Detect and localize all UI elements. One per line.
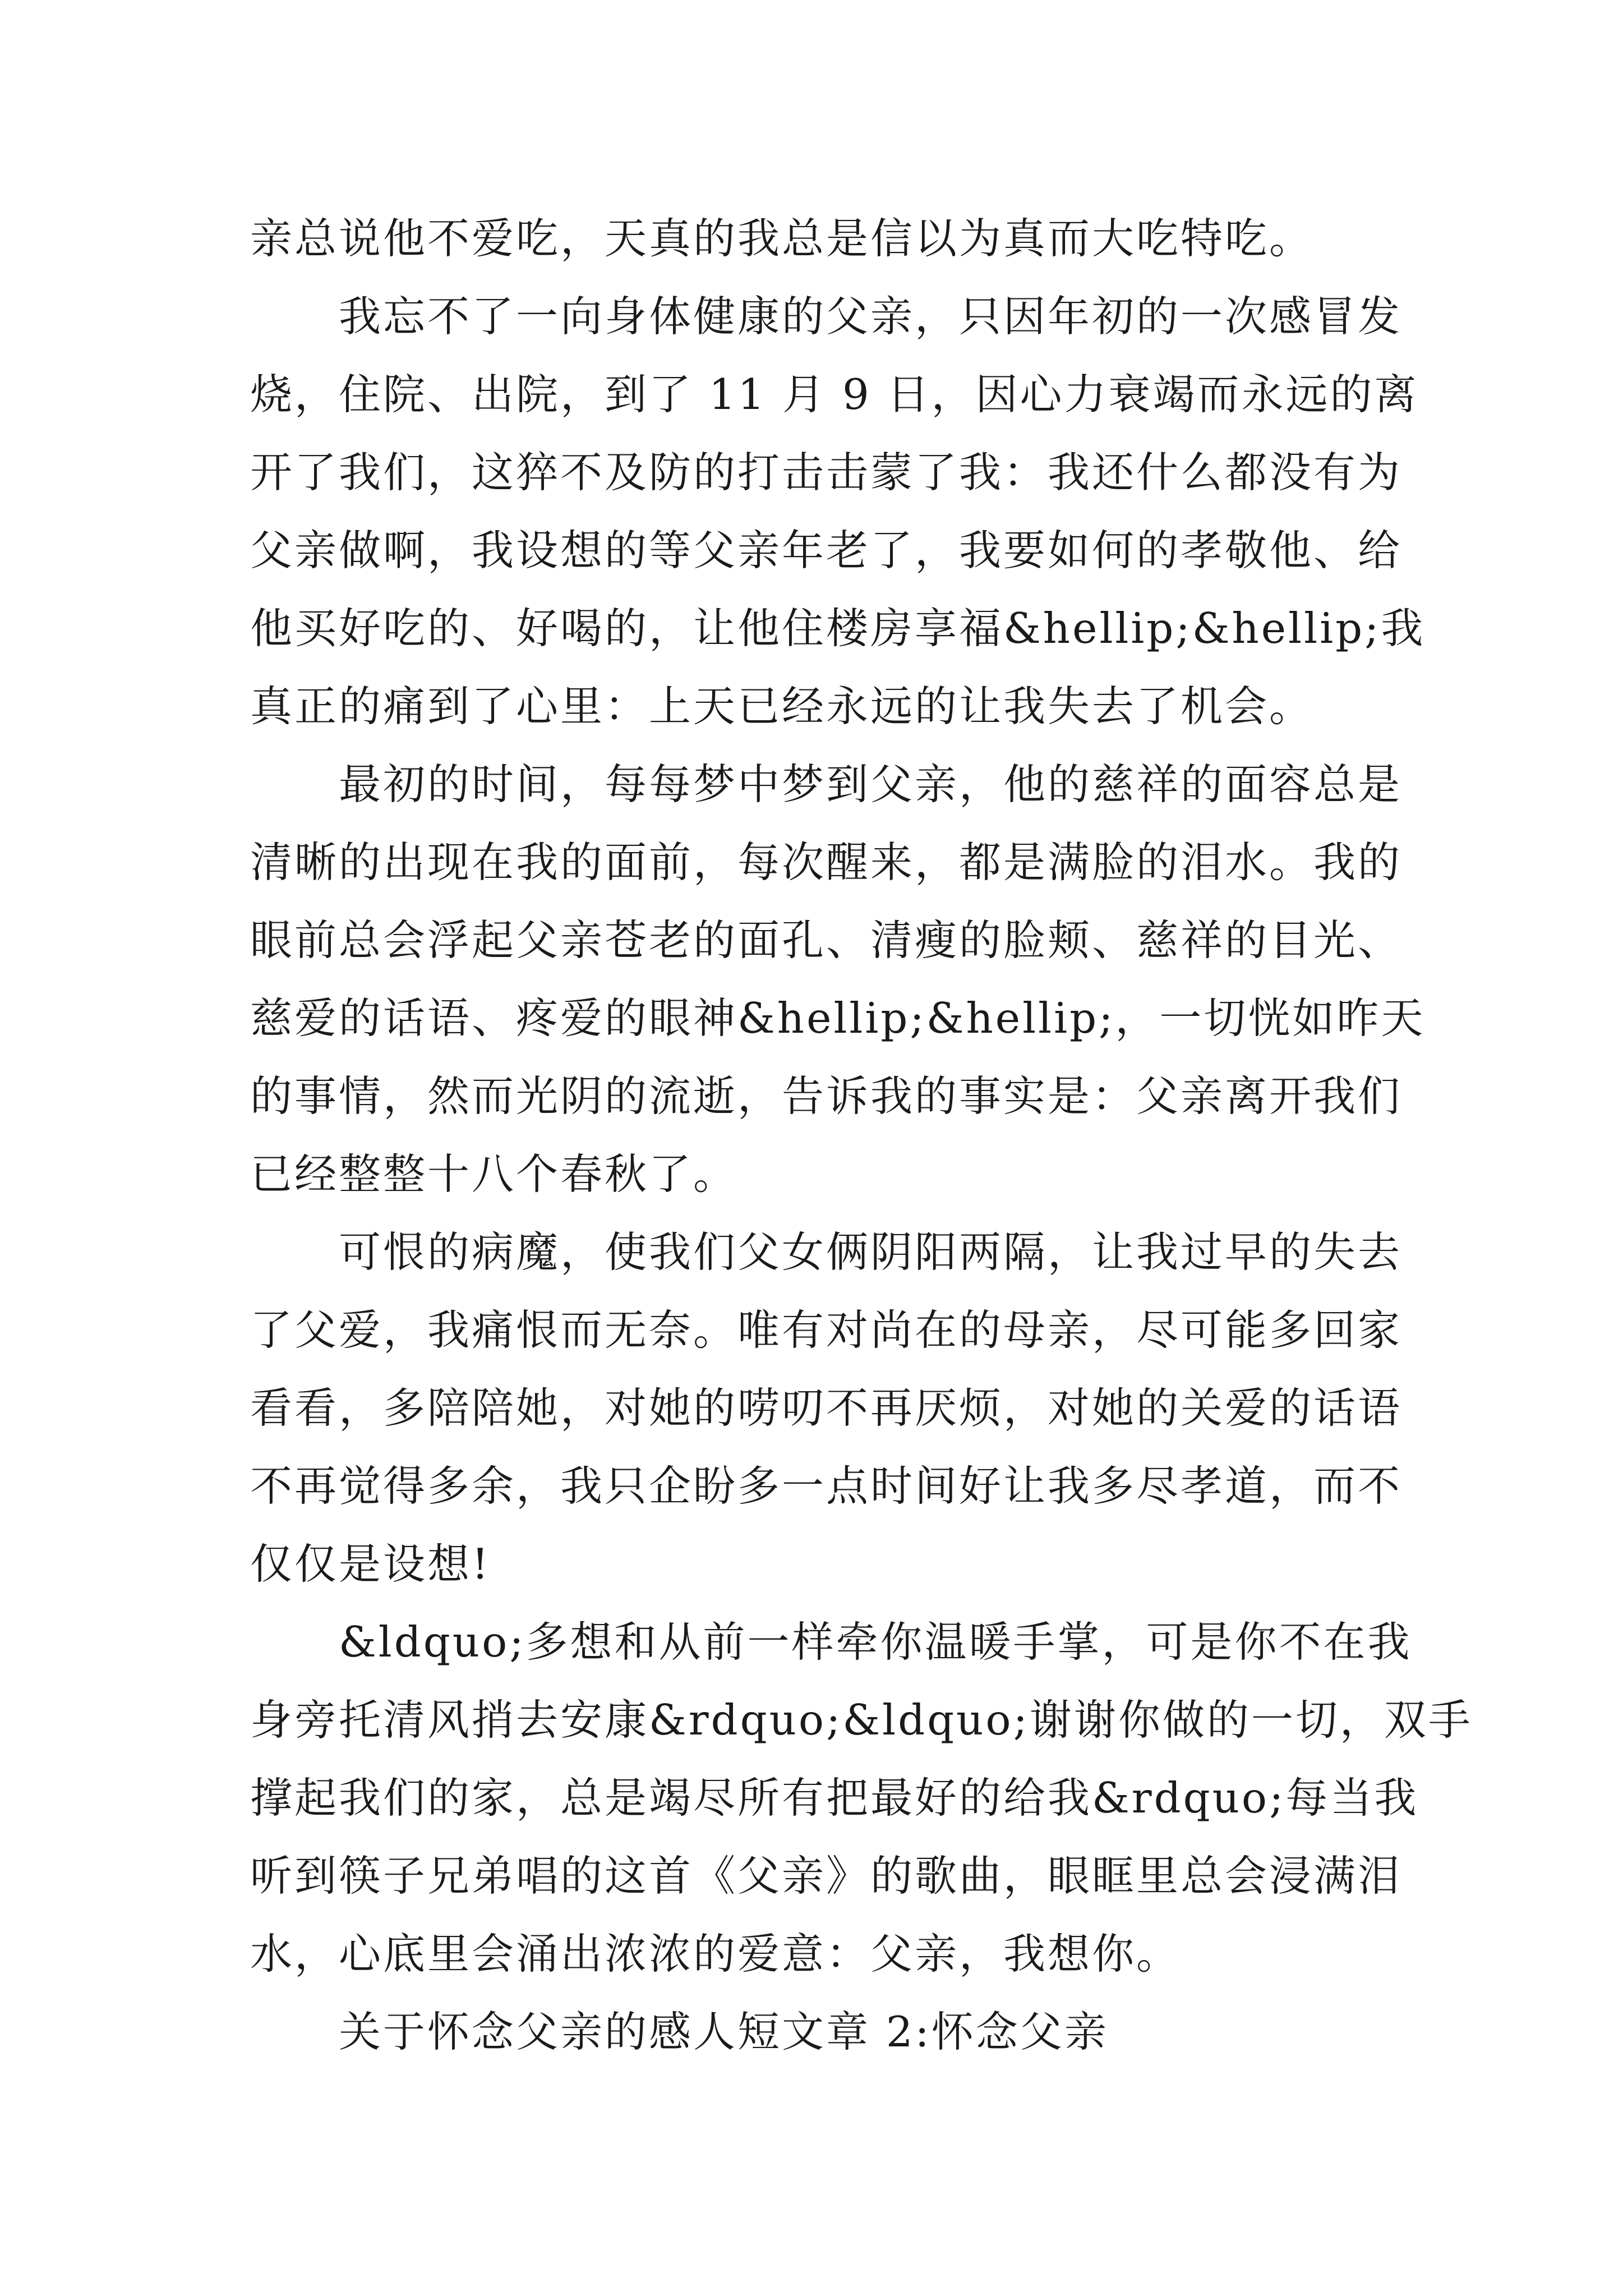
text-line: 亲总说他不爱吃，天真的我总是信以为真而大吃特吃。 [250,214,1314,263]
text-line: 开了我们，这猝不及防的打击击蒙了我：我还什么都没有为 [250,448,1403,497]
text-line: 水，心底里会涌出浓浓的爱意：父亲，我想你。 [250,1929,1181,1978]
text-line: 身旁托清风捎去安康&rdquo;&ldquo;谢谢你做的一切，双手 [250,1695,1473,1745]
text-line: 不再觉得多余，我只企盼多一点时间好让我多尽孝道，而不 [250,1461,1403,1511]
text-line: 真正的痛到了心里：上天已经永远的让我失去了机会。 [250,682,1314,731]
paragraph-first-line: &ldquo;多想和从前一样牵你温暖手掌，可是你不在我 [339,1617,1412,1667]
text-line: 撑起我们的家，总是竭尽所有把最好的给我&rdquo;每当我 [250,1773,1419,1823]
text-line: 父亲做啊，我设想的等父亲年老了，我要如何的孝敬他、给 [250,526,1403,575]
section-heading: 关于怀念父亲的感人短文章 2:怀念父亲 [339,2007,1109,2056]
text-line: 眼前总会浮起父亲苍老的面孔、清瘦的脸颊、慈祥的目光、 [250,915,1403,965]
text-line: 已经整整十八个春秋了。 [250,1149,738,1199]
paragraph-first-line: 最初的时间，每每梦中梦到父亲，他的慈祥的面容总是 [339,760,1403,809]
text-line: 他买好吃的、好喝的，让他住楼房享福&hellip;&hellip;我 [250,604,1426,653]
text-line: 了父爱，我痛恨而无奈。唯有对尚在的母亲，尽可能多回家 [250,1305,1403,1355]
text-line: 清晰的出现在我的面前，每次醒来，都是满脸的泪水。我的 [250,838,1403,887]
text-line: 烧，住院、出院，到了 11 月 9 日，因心力衰竭而永远的离 [250,370,1419,419]
text-line: 听到筷子兄弟唱的这首《父亲》的歌曲，眼眶里总会浸满泪 [250,1851,1403,1901]
paragraph-first-line: 可恨的病魔，使我们父女俩阴阳两隔，让我过早的失去 [339,1227,1403,1277]
text-line: 仅仅是设想! [250,1539,491,1589]
paragraph-first-line: 我忘不了一向身体健康的父亲，只因年初的一次感冒发 [339,292,1403,341]
text-line: 的事情，然而光阴的流逝，告诉我的事实是：父亲离开我们 [250,1071,1403,1121]
text-line: 看看，多陪陪她，对她的唠叨不再厌烦，对她的关爱的话语 [250,1383,1403,1433]
text-line: 慈爱的话语、疼爱的眼神&hellip;&hellip;，一切恍如昨天 [250,993,1426,1043]
